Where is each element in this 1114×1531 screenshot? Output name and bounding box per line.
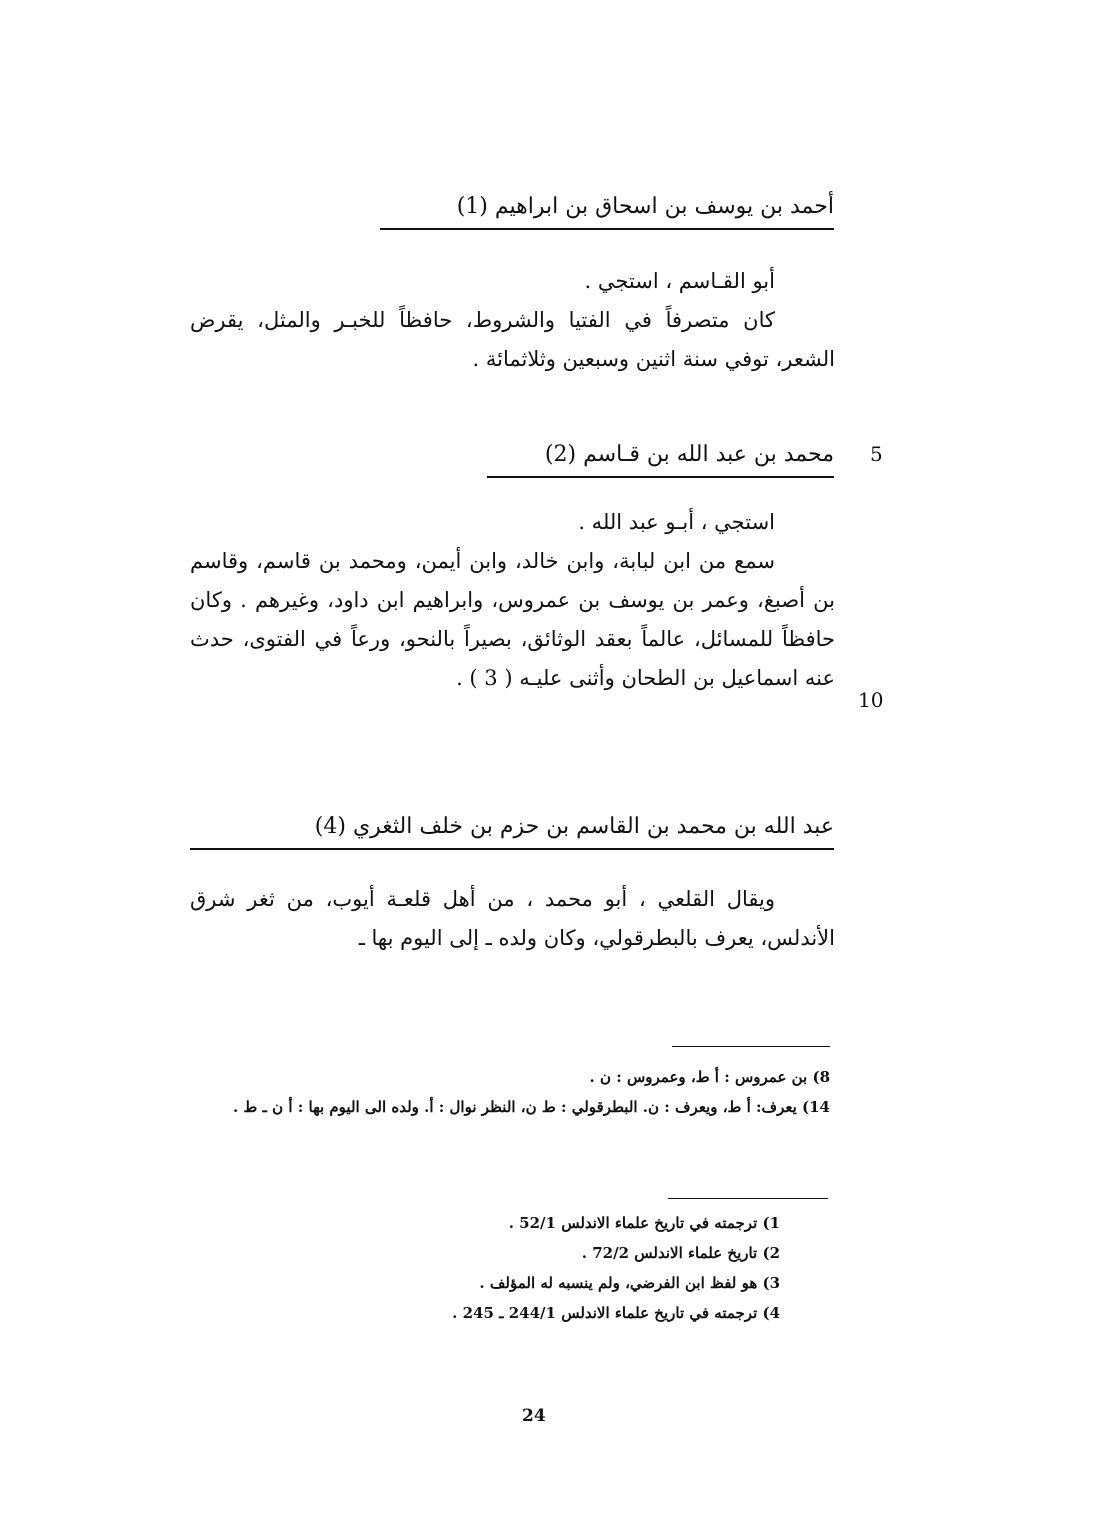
- entry-3-heading: عبد الله بن محمد بن القاسم بن حزم بن خلف الثغري (4): [190, 812, 834, 850]
- apparatus-note-1: 8) بن عمروس : أ ط، وعمروس : ن .: [589, 1068, 830, 1086]
- entry-2-heading: محمد بن عبد الله بن قـاسم (2): [487, 440, 834, 478]
- footnote-4: 4) ترجمته في تاريخ علماء الاندلس 244/1 ـ 245 .: [452, 1304, 780, 1322]
- line-number-10: 10: [858, 688, 884, 712]
- entry-1-line-1: أبو القـاسم ، استجي .: [584, 269, 775, 293]
- entry-2-line-1: استجي ، أبـو عبد الله .: [578, 510, 775, 534]
- entry-1-body: [190, 262, 835, 379]
- entry-3-line-1: ويقال القلعي ، أبو محمد ، من أهل قلعـة أيوب، من ثغر شرق الأندلس، يعرف بالبطرقولي، وكان ولده ـ إلى اليوم بها ـ: [190, 887, 835, 950]
- critical-apparatus: [180, 1062, 830, 1122]
- entry-2-line-2: سمع من ابن لبابة، وابن خالد، وابن أيمن، ومحمد بن قاسم، وقاسم بن أصبغ، وعمر بن يوسف بن عمروس، وابراهيم ابن داود، وغيرهم . وكان حافظاً للمسائل، عالماً بعقد الوثائق، بصيراً بالنحو، ورعاً في الفتوى، حدث عنه اسماعيل بن الطحان وأثنى عليـه ( 3 ) .: [190, 549, 835, 690]
- apparatus-separator: [672, 1046, 830, 1047]
- footnotes-separator: [668, 1198, 828, 1199]
- footnote-2: 2) تاريخ علماء الاندلس 72/2 .: [581, 1244, 780, 1262]
- entry-3-body: [190, 880, 835, 958]
- entry-2-body: [190, 503, 835, 698]
- entry-1-heading: أحمد بن يوسف بن اسحاق بن ابراهيم (1): [380, 192, 834, 230]
- page-number: 24: [522, 1406, 546, 1426]
- apparatus-note-2: 14) يعرف: أ ط، ويعرف : ن. البطرقولي : ط ن، النظر نوال : أ. ولده الى اليوم بها : أ ن ـ ط .: [232, 1098, 830, 1116]
- line-number-5: 5: [870, 442, 883, 466]
- footnote-3: 3) هو لفظ ابن الفرضي، ولم ينسبه له المؤلف .: [479, 1274, 780, 1292]
- entry-1-line-2: كان متصرفاً في الفتيا والشروط، حافظاً للخبـر والمثل، يقرض الشعر، توفي سنة اثنين وسبعين وثلاثمائة .: [190, 308, 835, 371]
- footnotes: [330, 1208, 780, 1328]
- footnote-1: 1) ترجمته في تاريخ علماء الاندلس 52/1 .: [508, 1214, 780, 1232]
